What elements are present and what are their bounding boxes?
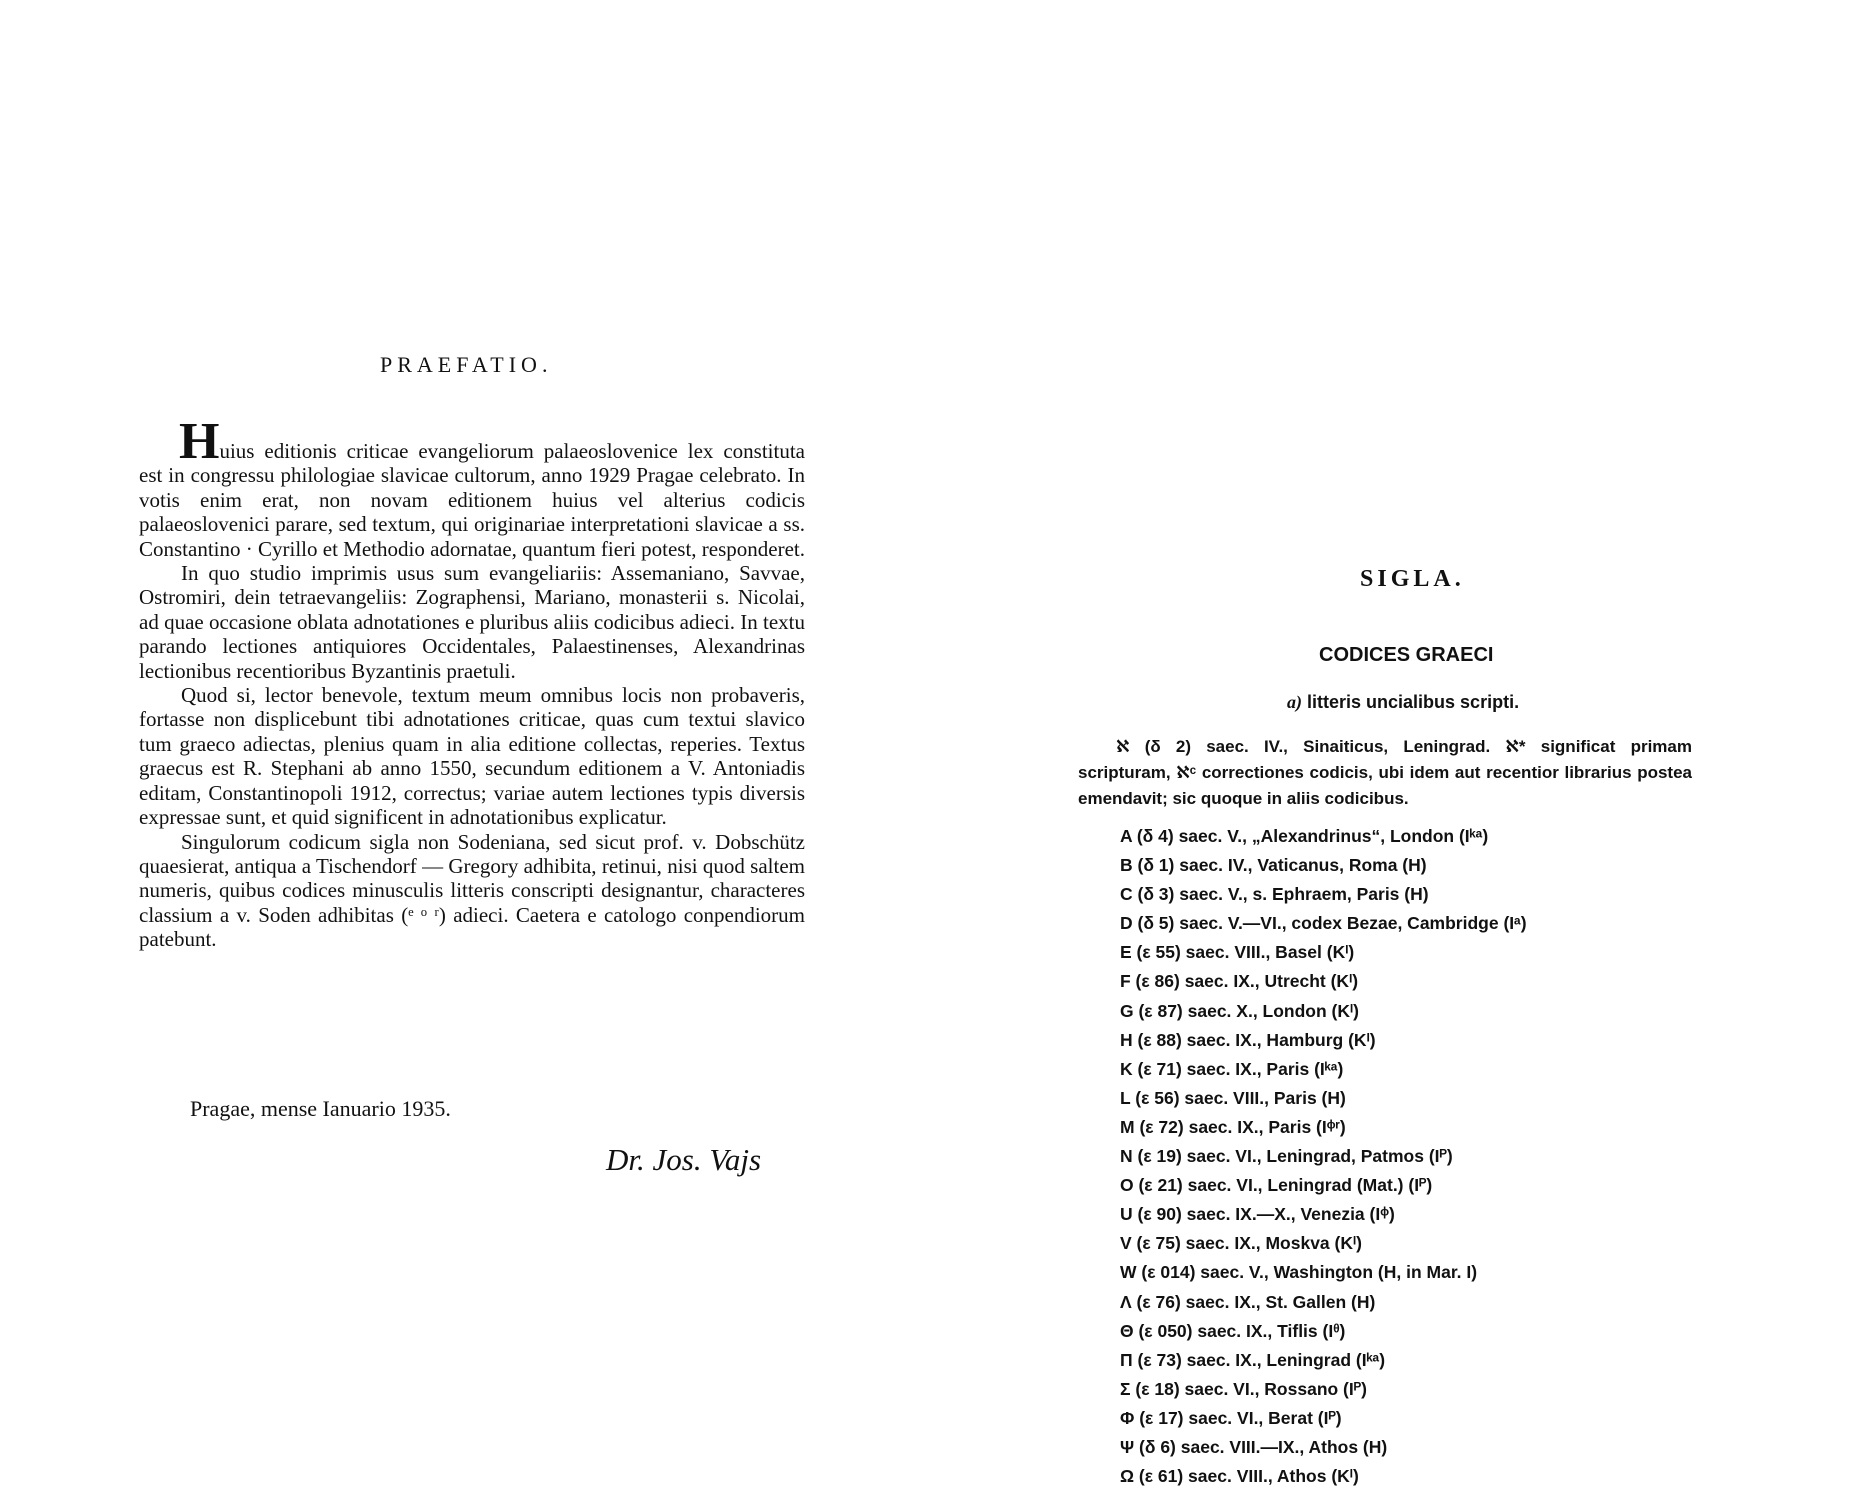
codex-entry: A (δ 4) saec. V., „Alexandrinus“, London (Iᵏᵃ) bbox=[1120, 826, 1489, 846]
codex-list bbox=[1120, 822, 1527, 1491]
praefatio-paragraph: In quo studio imprimis usus sum evangeliariis: Assemaniano, Savvae, Ostromiri, dein tetraevangeliis: Zographensi, Mariano, monasterii s. Nicolai, ad quae occasione oblata adnotationes e pluribus aliis codicibus adieci. In textu parando lectiones antiquiores Occidentales, Palaestinenses, Alexandrinas lectionibus recentioribus Byzantinis praetuli. bbox=[139, 561, 805, 683]
codex-entry: Ψ (δ 6) saec. VIII.—IX., Athos (H) bbox=[1120, 1436, 1388, 1457]
codex-entry: D (δ 5) saec. V.—VI., codex Bezae, Cambridge (Iᵃ) bbox=[1120, 913, 1527, 934]
praefatio-title: PRAEFATIO. bbox=[380, 352, 553, 377]
codex-entry: H (ε 88) saec. IX., Hamburg (Kᴵ) bbox=[1120, 1029, 1376, 1050]
codex-entry: V (ε 75) saec. IX., Moskva (Kᴵ) bbox=[1120, 1233, 1362, 1254]
sigla-title: SIGLA. bbox=[1360, 566, 1465, 592]
praefatio-paragraph: Singulorum codicum sigla non Sodeniana, sed sicut prof. v. Dobschütz quaesierat, antiqua a Tischendorf — Gregory adhibita, retinui, nisi quod saltem numeris, quibus codices minusculis litteris conscripti designantur, characteres classium a v. Soden adhibitas (ᵉ ᵒ ʳ) adieci. Caetera e catologo conpendiorum patebunt. bbox=[139, 829, 805, 952]
codex-entry: W (ε 014) saec. V., Washington (H, in Mar. I) bbox=[1120, 1262, 1478, 1283]
sigla-subtitle: CODICES GRAECI bbox=[1319, 644, 1494, 666]
codex-entry: Λ (ε 76) saec. IX., St. Gallen (H) bbox=[1120, 1291, 1376, 1312]
paragraph-text: uius editionis criticae evangeliorum palaeoslovenice lex constituta est in congressu philologiae slavicae cultorum, anno 1929 Pragae celebrato. In votis enim erat, non novam editionem huius vel alterius codicis palaeoslovenici parare, sed textum, qui originariae interpretationi slavicae a ss. Constantino · Cyrillo et Methodio adornatae, quantum fieri potest, responderet. bbox=[139, 439, 806, 561]
codex-entry: O (ε 21) saec. VI., Leningrad (Mat.) (Iᴾ) bbox=[1120, 1175, 1433, 1196]
codex-entry: E (ε 55) saec. VIII., Basel (Kᴵ) bbox=[1120, 942, 1355, 963]
drop-initial: H bbox=[179, 413, 220, 470]
codex-entry: C (δ 3) saec. V., s. Ephraem, Paris (H) bbox=[1120, 884, 1429, 905]
section-letter: a) bbox=[1287, 692, 1302, 712]
codex-entry: K (ε 71) saec. IX., Paris (Iᵏᵃ) bbox=[1120, 1058, 1344, 1079]
codex-entry: F (ε 86) saec. IX., Utrecht (Kᴵ) bbox=[1120, 971, 1359, 992]
section-text: litteris uncialibus scripti. bbox=[1307, 692, 1520, 712]
codex-entry: U (ε 90) saec. IX.—X., Venezia (Iᶲ) bbox=[1120, 1204, 1395, 1225]
sigla-intro: ℵ (δ 2) saec. IV., Sinaiticus, Leningrad. ℵ* significat primam scripturam, ℵᶜ correctiones codicis, ubi idem aut recentior librarius postea emendavit; sic quoque in aliis codicibus. bbox=[1078, 737, 1692, 808]
codex-entry: Θ (ε 050) saec. IX., Tiflis (Iᶿ) bbox=[1120, 1320, 1346, 1341]
codex-entry: Π (ε 73) saec. IX., Leningrad (Iᵏᵃ) bbox=[1120, 1349, 1386, 1370]
codex-entry: Φ (ε 17) saec. VI., Berat (Iᴾ) bbox=[1120, 1407, 1342, 1428]
praefatio-body bbox=[139, 413, 806, 952]
praefatio-paragraph: Quod si, lector benevole, textum meum omnibus locis non probaveris, fortasse non displicebunt tibi adnotationes criticae, quas cum textui slavico tum graeco adiectas, plenius quam in alia editione collectas, reperies. Textus graecus est R. Stephani ab anno 1550, secundum editionem a V. Antoniadis editam, Constantinopoli 1912, correctus; variae autem lectiones typis diversis expressae sunt, et quid significent in adnotationibus explicatur. bbox=[139, 683, 805, 830]
right-page bbox=[936, 0, 1872, 1500]
sigla-section-heading bbox=[1287, 692, 1519, 713]
praefatio-paragraph bbox=[139, 413, 806, 561]
codex-entry: Σ (ε 18) saec. VI., Rossano (Iᴾ) bbox=[1120, 1378, 1367, 1399]
codex-entry: N (ε 19) saec. VI., Leningrad, Patmos (Iᴾ) bbox=[1120, 1146, 1453, 1167]
dateline: Pragae, mense Ianuario 1935. bbox=[190, 1096, 451, 1121]
codex-entry: B (δ 1) saec. IV., Vaticanus, Roma (H) bbox=[1120, 855, 1427, 876]
codex-entry: Ω (ε 61) saec. VIII., Athos (Kᴵ) bbox=[1120, 1466, 1359, 1487]
codex-entry: M (ε 72) saec. IX., Paris (Iᶲʳ) bbox=[1120, 1116, 1346, 1137]
codex-entry: G (ε 87) saec. X., London (Kᴵ) bbox=[1120, 1000, 1359, 1021]
signature: Dr. Jos. Vajs bbox=[606, 1142, 762, 1177]
codex-entry: L (ε 56) saec. VIII., Paris (H) bbox=[1120, 1087, 1346, 1108]
